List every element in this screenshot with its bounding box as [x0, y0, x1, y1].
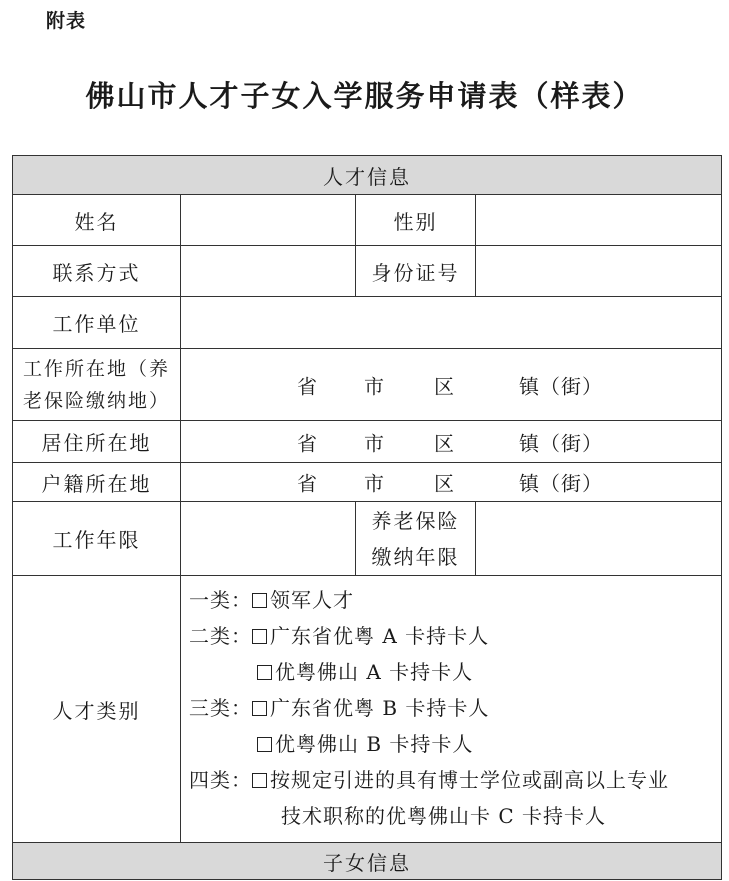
option-leading-talent: 领军人才 [270, 588, 354, 612]
district-suffix: 区 [434, 431, 454, 455]
talent-category-label: 人才类别 [13, 576, 181, 843]
work-location-label [13, 349, 181, 421]
section-children-info: 子女信息 [13, 843, 722, 880]
pension-years-label-line2: 缴纳年限 [371, 544, 460, 569]
option-guangdong-a-card: 广东省优粤 A 卡持卡人 [270, 624, 490, 648]
category-1-line [189, 582, 721, 618]
category-4-line [189, 762, 721, 798]
checkbox-c-card[interactable] [252, 773, 267, 788]
contact-label: 联系方式 [13, 246, 181, 297]
name-label: 姓名 [13, 195, 181, 246]
option-foshan-b-card: 优粤佛山 B 卡持卡人 [275, 732, 474, 756]
city-suffix: 市 [364, 471, 384, 496]
town-suffix: 镇（街） [519, 471, 603, 496]
application-form-table [12, 155, 722, 880]
city-suffix: 市 [364, 431, 384, 455]
residence-field[interactable] [181, 421, 722, 463]
talent-category-options [181, 576, 722, 843]
attachment-label: 附表 [46, 10, 87, 32]
work-location-label-line1: 工作所在地（养 [23, 357, 171, 380]
household-field[interactable] [181, 463, 722, 502]
town-suffix: 镇（街） [519, 374, 603, 398]
checkbox-foshan-b-card[interactable] [257, 737, 272, 752]
category-3-line-2 [189, 726, 721, 762]
province-suffix: 省 [297, 374, 317, 398]
option-foshan-a-card: 优粤佛山 A 卡持卡人 [275, 660, 474, 684]
province-suffix: 省 [297, 431, 317, 455]
district-suffix: 区 [434, 471, 454, 496]
employer-label: 工作单位 [13, 297, 181, 349]
town-suffix: 镇（街） [519, 431, 603, 455]
category-2-line [189, 618, 721, 654]
category-2-line-2 [189, 654, 721, 690]
category-4-line-2 [189, 798, 721, 834]
gender-label: 性别 [356, 195, 476, 246]
work-years-field[interactable] [181, 502, 356, 576]
work-years-label: 工作年限 [13, 502, 181, 576]
residence-label: 居住所在地 [13, 421, 181, 463]
city-suffix: 市 [364, 374, 384, 398]
category-1-prefix: 一类： [189, 588, 252, 612]
household-label: 户籍所在地 [13, 463, 181, 502]
gender-field[interactable] [476, 195, 722, 246]
work-location-label-line2: 老保险缴纳地） [23, 389, 171, 412]
category-4-prefix: 四类： [189, 768, 252, 792]
pension-years-label-line1: 养老保险 [371, 508, 460, 533]
work-location-field[interactable] [181, 349, 722, 421]
category-3-prefix: 三类： [189, 696, 252, 720]
pension-years-field[interactable] [476, 502, 722, 576]
id-number-label: 身份证号 [356, 246, 476, 297]
name-field[interactable] [181, 195, 356, 246]
district-suffix: 区 [434, 374, 454, 398]
province-suffix: 省 [297, 471, 317, 496]
checkbox-foshan-a-card[interactable] [257, 665, 272, 680]
page-title: 佛山市人才子女入学服务申请表（样表） [85, 79, 644, 113]
category-3-line [189, 690, 721, 726]
option-guangdong-b-card: 广东省优粤 B 卡持卡人 [270, 696, 490, 720]
id-number-field[interactable] [476, 246, 722, 297]
section-talent-info: 人才信息 [13, 156, 722, 195]
checkbox-guangdong-b-card[interactable] [252, 701, 267, 716]
pension-years-label [356, 502, 476, 576]
option-c-card-line1: 按规定引进的具有博士学位或副高以上专业 [270, 768, 669, 792]
category-2-prefix: 二类： [189, 624, 252, 648]
contact-field[interactable] [181, 246, 356, 297]
checkbox-guangdong-a-card[interactable] [252, 629, 267, 644]
option-c-card-line2: 技术职称的优粤佛山卡 C 卡持卡人 [281, 804, 607, 828]
employer-field[interactable] [181, 297, 722, 349]
checkbox-leading-talent[interactable] [252, 593, 267, 608]
